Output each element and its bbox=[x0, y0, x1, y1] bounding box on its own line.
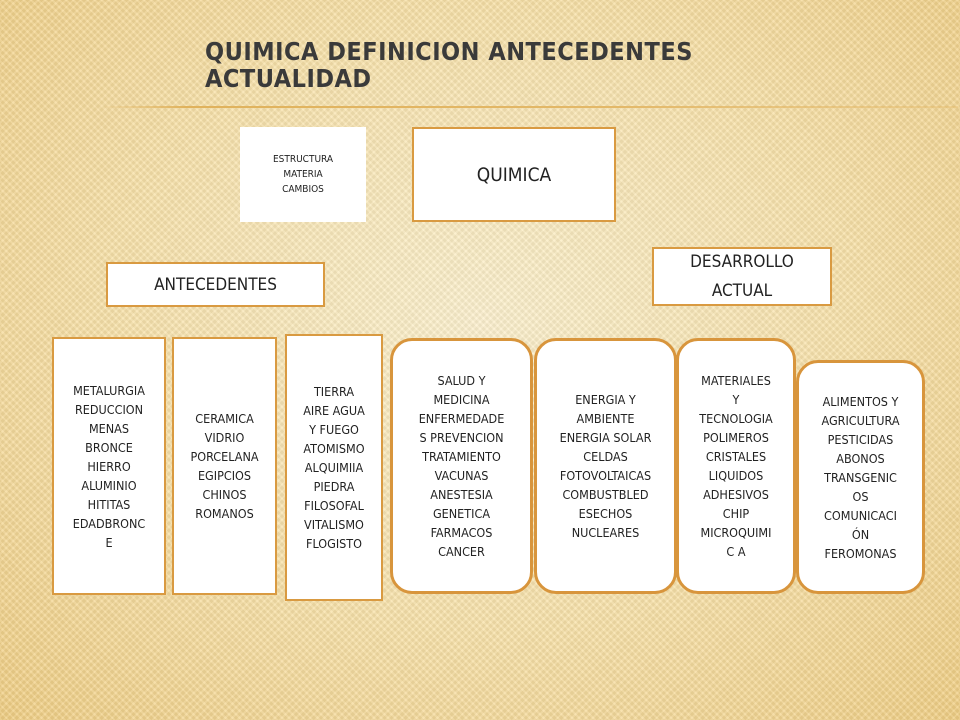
desarrollo-actual-box bbox=[652, 247, 832, 306]
antecedent-elements-box bbox=[285, 334, 383, 601]
quimica-box bbox=[412, 127, 616, 222]
current-salud-box bbox=[390, 338, 533, 594]
current-alimentos-box bbox=[796, 360, 925, 594]
current-alimentos-text: ALIMENTOS Y AGRICULTURA PESTICIDAS ABONOS TRANSGENIC OS COMUNICACI ÓN FEROMONAS bbox=[821, 393, 900, 561]
antecedent-metalurgia-box bbox=[52, 337, 166, 595]
structure-note-box bbox=[240, 127, 366, 222]
current-energia-box bbox=[534, 338, 677, 594]
quimica-label: QUIMICA bbox=[476, 163, 552, 186]
current-energia-text: ENERGIA Y AMBIENTE ENERGIA SOLAR CELDAS FOTOVOLTAICAS COMBUSTBLED ESECHOS NUCLEARES bbox=[559, 392, 652, 540]
structure-note-text: ESTRUCTURA MATERIA CAMBIOS bbox=[272, 154, 334, 195]
title-underline bbox=[100, 106, 958, 108]
antecedentes-label: ANTECEDENTES bbox=[154, 274, 277, 295]
antecedent-metalurgia-text: METALURGIA REDUCCION MENAS BRONCE HIERRO ALUMINIO HITITAS EDADBRONC E bbox=[72, 382, 146, 550]
antecedent-ceramica-text: CERAMICA VIDRIO PORCELANA EGIPCIOS CHINOS ROMANOS bbox=[190, 411, 259, 521]
current-materiales-text: MATERIALES Y TECNOLOGIA POLIMEROS CRISTALES LIQUIDOS ADHESIVOS CHIP MICROQUIMI C A bbox=[699, 373, 773, 559]
antecedentes-box bbox=[106, 262, 325, 307]
slide-title bbox=[205, 38, 765, 92]
antecedent-elements-text: TIERRA AIRE AGUA Y FUEGO ATOMISMO ALQUIMIIA PIEDRA FILOSOFAL VITALISMO FLOGISTO bbox=[303, 384, 365, 551]
slide-title-line-1: QUIMICA DEFINICION ANTECEDENTES bbox=[205, 37, 693, 66]
current-salud-text: SALUD Y MEDICINA ENFERMEDADE S PREVENCION TRATAMIENTO VACUNAS ANESTESIA GENETICA FARMACOS CANCER bbox=[418, 373, 505, 559]
antecedent-ceramica-box bbox=[172, 337, 277, 595]
current-materiales-box bbox=[676, 338, 796, 594]
slide-title-line-2: ACTUALIDAD bbox=[205, 64, 372, 93]
desarrollo-actual-label: DESARROLLO ACTUAL bbox=[690, 251, 794, 301]
